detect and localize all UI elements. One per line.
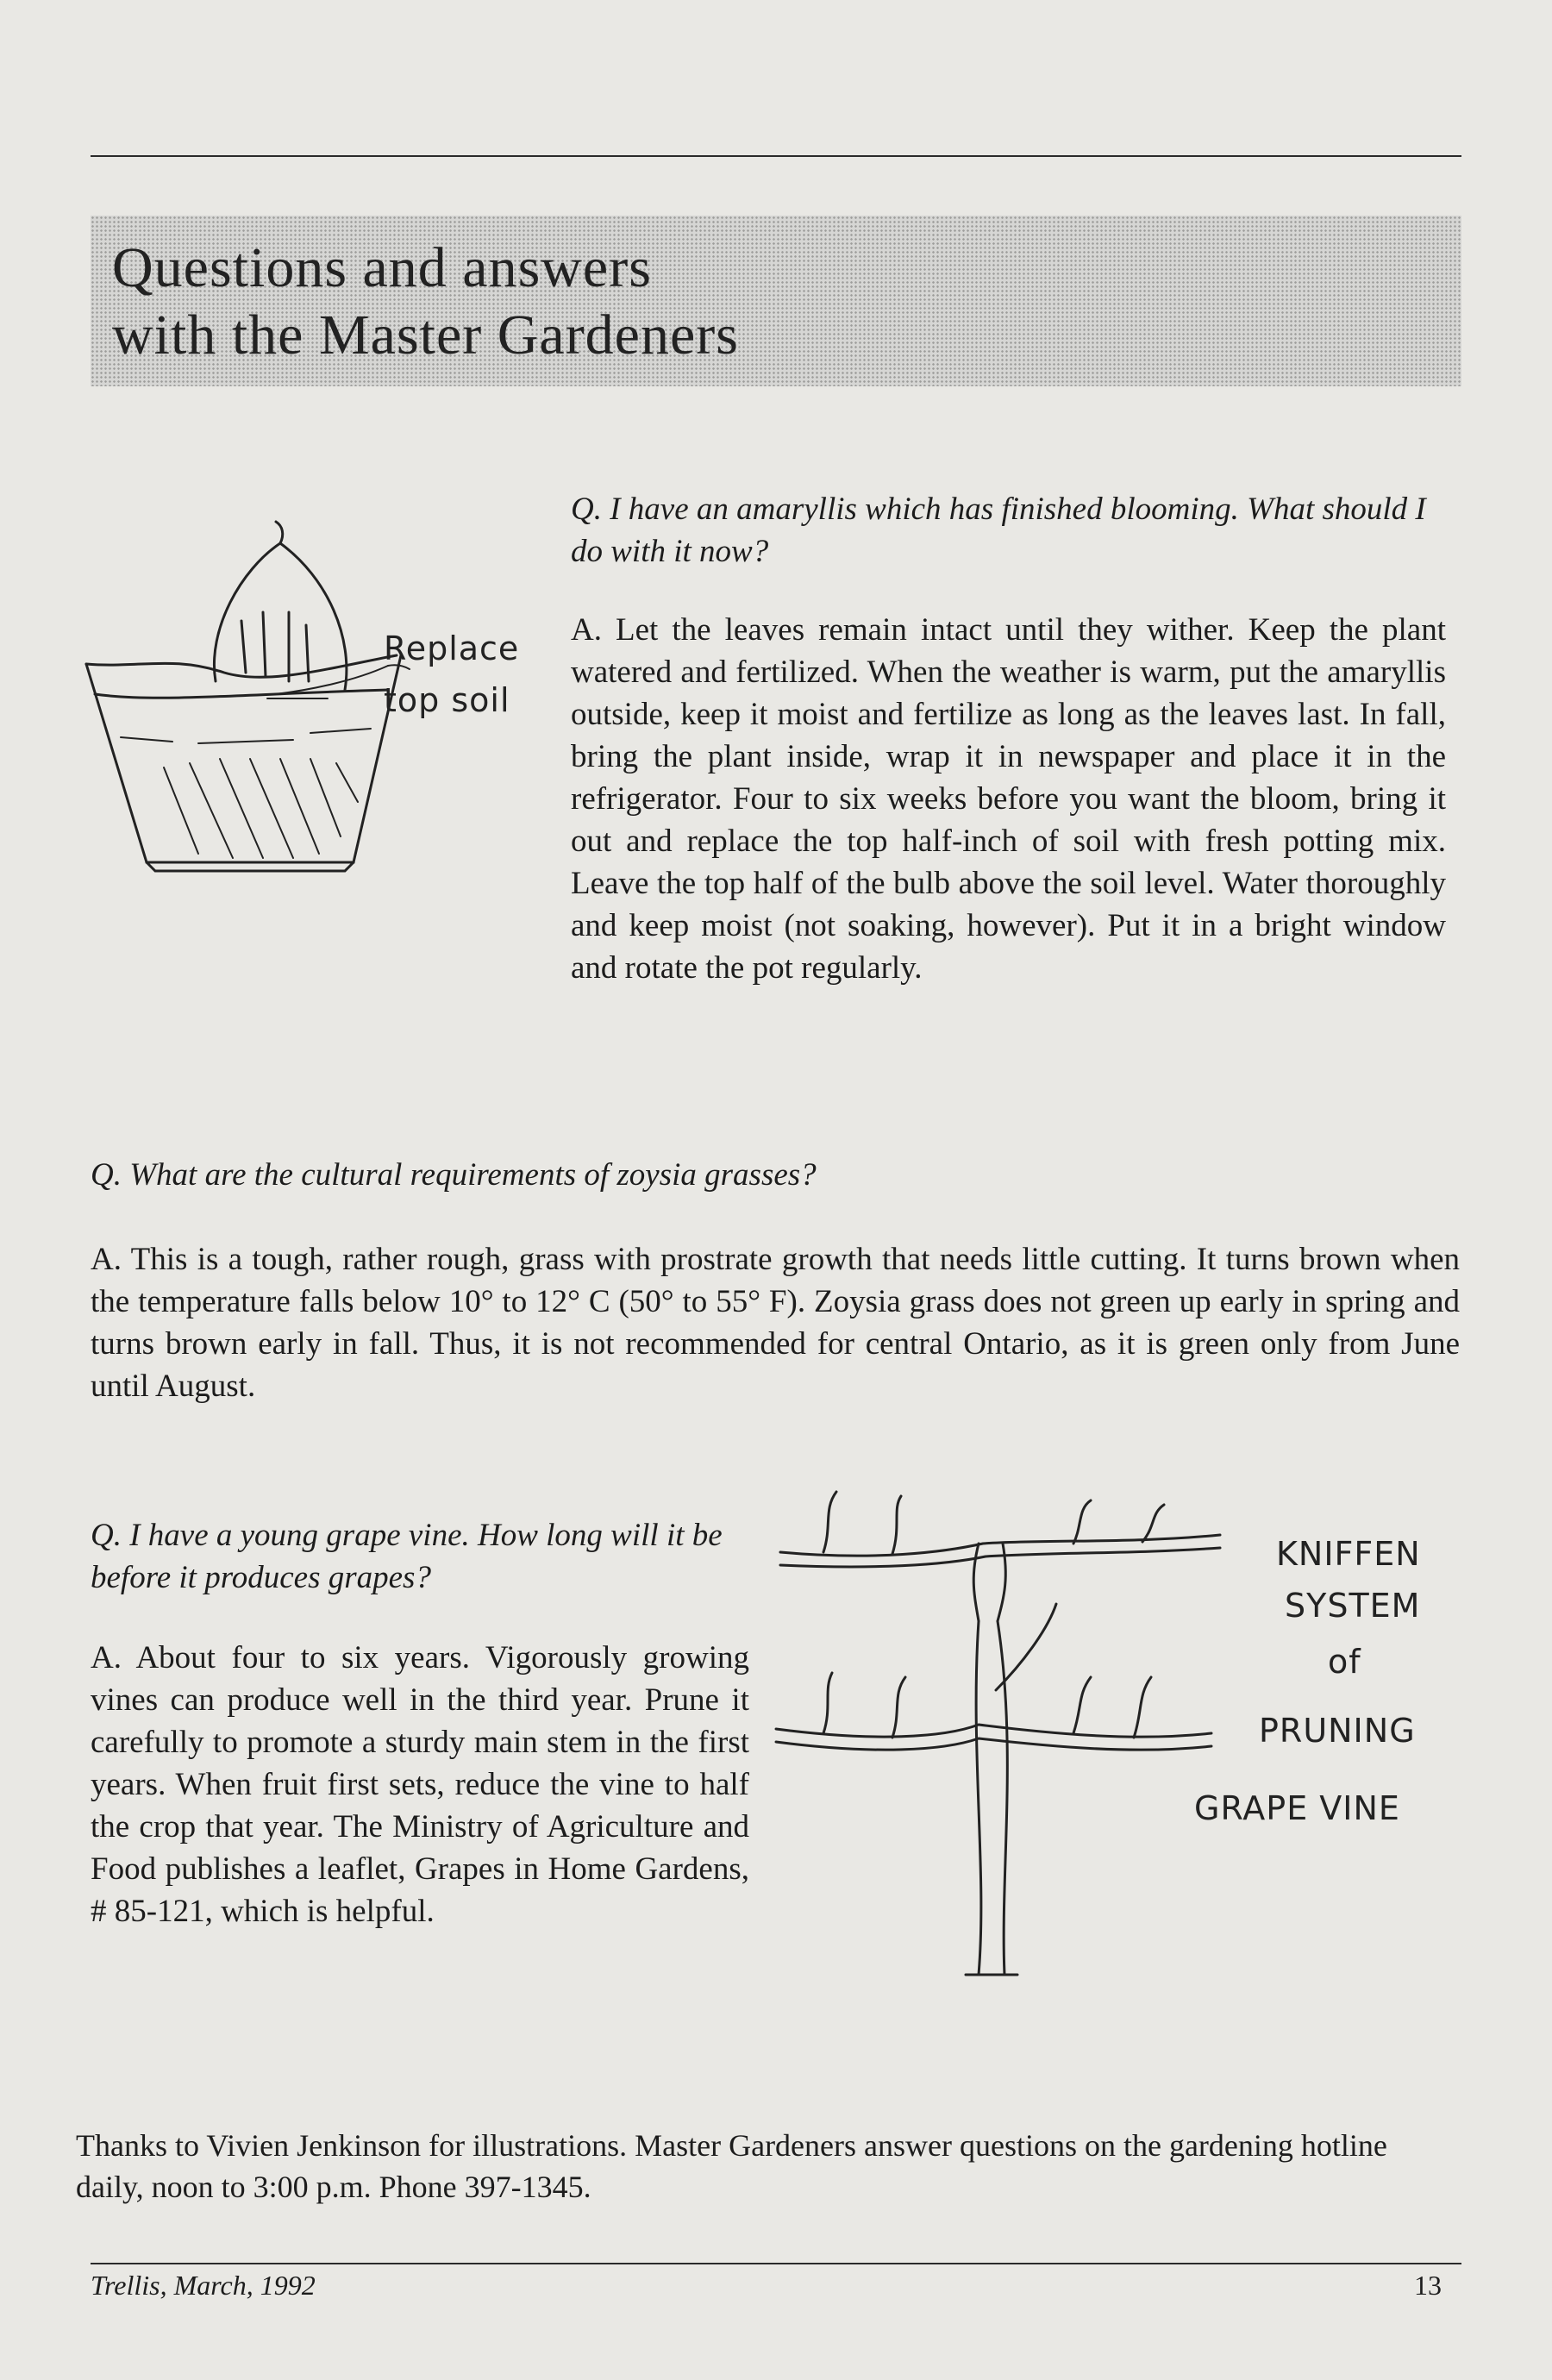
answer-amaryllis: A. Let the leaves remain intact until they wither. Keep the plant watered and fertilized. When the weather is warm, put the amaryllis outside, keep it moist and fertilize as long as the leaves last. In fall, bring the plant inside, wrap it in newspaper and place it in the refrigerator. Four to six weeks before you want the bloom, bring it out and replace the top half-inch of soil with fresh potting mix. Leave the top half of the bulb above the soil level. Water thoroughly and keep moist (not soaking, however). Put it in a bright window and rotate the pot regularly. bbox=[571, 612, 1446, 986]
title-line-1: Questions and answers bbox=[112, 236, 652, 299]
grape-label-grape-vine: GRAPE VINE bbox=[1194, 1789, 1400, 1827]
illustration-credits: Thanks to Vivien Jenkinson for illustrations. Master Gardeners answer questions on the gardening hotline daily, noon to 3:00 p.m. Phone 397-1345. bbox=[76, 2128, 1387, 2204]
question-amaryllis: Q. I have an amaryllis which has finished blooming. What should I do with it now? bbox=[571, 492, 1426, 569]
page-number: 13 bbox=[1414, 2270, 1442, 2301]
top-rule bbox=[91, 155, 1461, 157]
title-line-2: with the Master Gardeners bbox=[112, 304, 739, 366]
bottom-rule bbox=[91, 2263, 1461, 2264]
question-zoysia: Q. What are the cultural requirements of zoysia grasses? bbox=[91, 1157, 817, 1193]
amaryllis-label-replace: Replace bbox=[384, 629, 520, 667]
grape-label-kniffen: KNIFFEN bbox=[1276, 1535, 1421, 1573]
answer-zoysia: A. This is a tough, rather rough, grass with prostrate growth that needs little cutting. It turns brown when the temperature falls below 10° to 12° C (50° to 55° F). Zoysia grass does not green up early in spring and turns brown early in fall. Thus, it is not recommended for central Ontario, as it is green only from June until August. bbox=[91, 1242, 1460, 1404]
page-title bbox=[112, 235, 739, 369]
question-grape-vine: Q. I have a young grape vine. How long will it be before it produces grapes? bbox=[91, 1518, 723, 1595]
amaryllis-label-topsoil: top soil bbox=[384, 681, 510, 719]
grape-label-system: SYSTEM bbox=[1285, 1587, 1421, 1625]
answer-grape-vine: A. About four to six years. Vigorously growing vines can produce well in the third year. Prune it carefully to promote a sturdy main stem in the first years. When fruit first sets, reduce the vine to half the crop that year. The Ministry of Agriculture and Food publishes a leaflet, Grapes in Home Gardens, # 85-121, which is helpful. bbox=[91, 1640, 749, 1929]
grape-label-of: of bbox=[1328, 1643, 1361, 1681]
grape-vine-illustration bbox=[772, 1492, 1255, 1983]
publication-footer: Trellis, March, 1992 bbox=[91, 2270, 316, 2301]
grape-label-pruning: PRUNING bbox=[1259, 1712, 1416, 1750]
